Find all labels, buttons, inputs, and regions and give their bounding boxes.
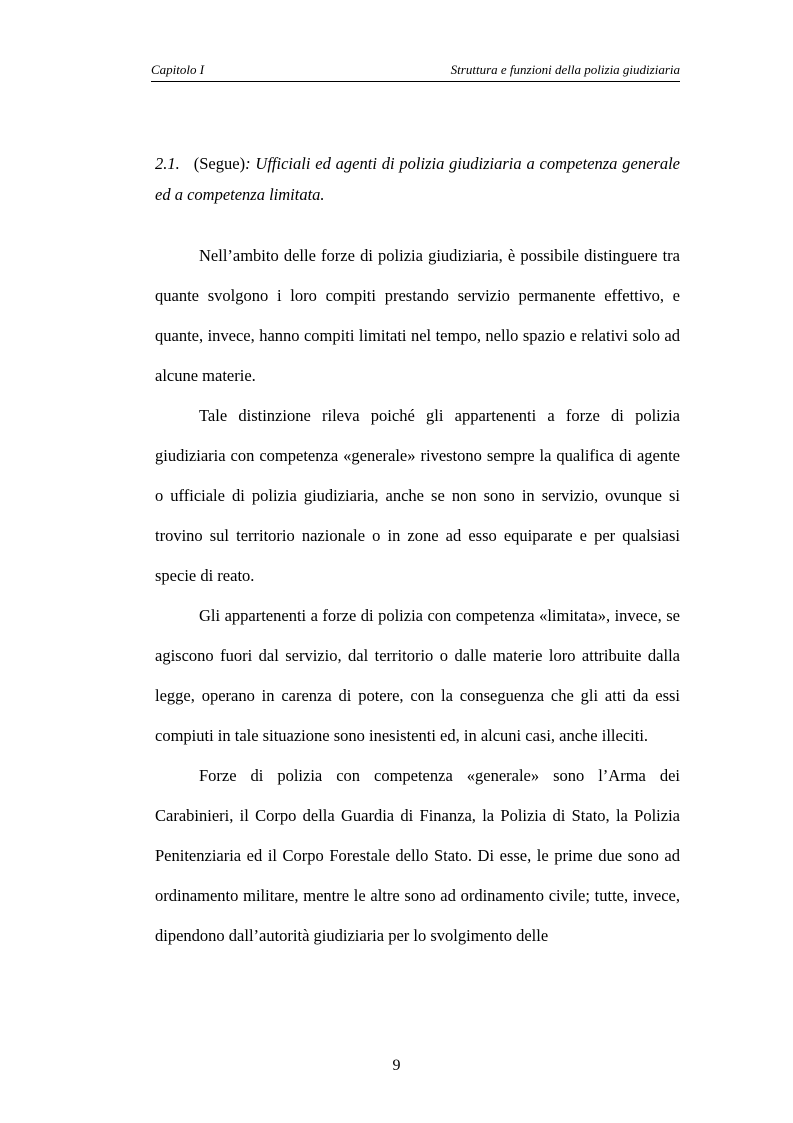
chapter-title: Struttura e funzioni della polizia giudiziaria (450, 62, 680, 77)
chapter-label: Capitolo I (151, 62, 205, 77)
page-header (151, 61, 680, 82)
paragraph-1: Nell’ambito delle forze di polizia giudiziaria, è possibile distinguere tra quante svolgono i loro compiti prestando servizio permanente effettivo, e quante, invece, hanno compiti limitati nel tempo, nello spazio e relativi solo ad alcune materie. (155, 246, 680, 385)
paragraph-3: Gli appartenenti a forze di polizia con competenza «limitata», invece, se agiscono fuori dal servizio, dal territorio o dalle materie loro attribuite dalla legge, operano in carenza di potere, con la conseguenza che gli atti da essi compiuti in tale situazione sono inesistenti ed, in alcuni casi, anche illeciti. (155, 606, 680, 745)
paragraph-2: Tale distinzione rileva poiché gli appartenenti a forze di polizia giudiziaria con competenza «generale» rivestono sempre la qualifica di agente o ufficiale di polizia giudiziaria, anche se non sono in servizio, ovunque si trovino sul territorio nazionale o in zone ad esso equiparate e per qualsiasi specie di reato. (155, 406, 680, 585)
paragraph-4: Forze di polizia con competenza «generale» sono l’Arma dei Carabinieri, il Corpo della Guardia di Finanza, la Polizia di Stato, la Polizia Penitenziaria ed il Corpo Forestale dello Stato. Di esse, le prime due sono ad ordinamento militare, mentre le altre sono ad ordinamento civile; tutte, invece, dipendono dall’autorità giudiziaria per lo svolgimento delle (155, 766, 680, 945)
section-segue: (Segue) (193, 154, 246, 173)
section-title-text: : Ufficiali ed agenti di polizia giudiziaria a competenza generale ed a competenza limitata. (155, 154, 680, 204)
page-number: 9 (392, 1057, 401, 1074)
page-body (155, 148, 680, 956)
section-heading (155, 148, 680, 210)
section-number: 2.1. (155, 154, 180, 173)
